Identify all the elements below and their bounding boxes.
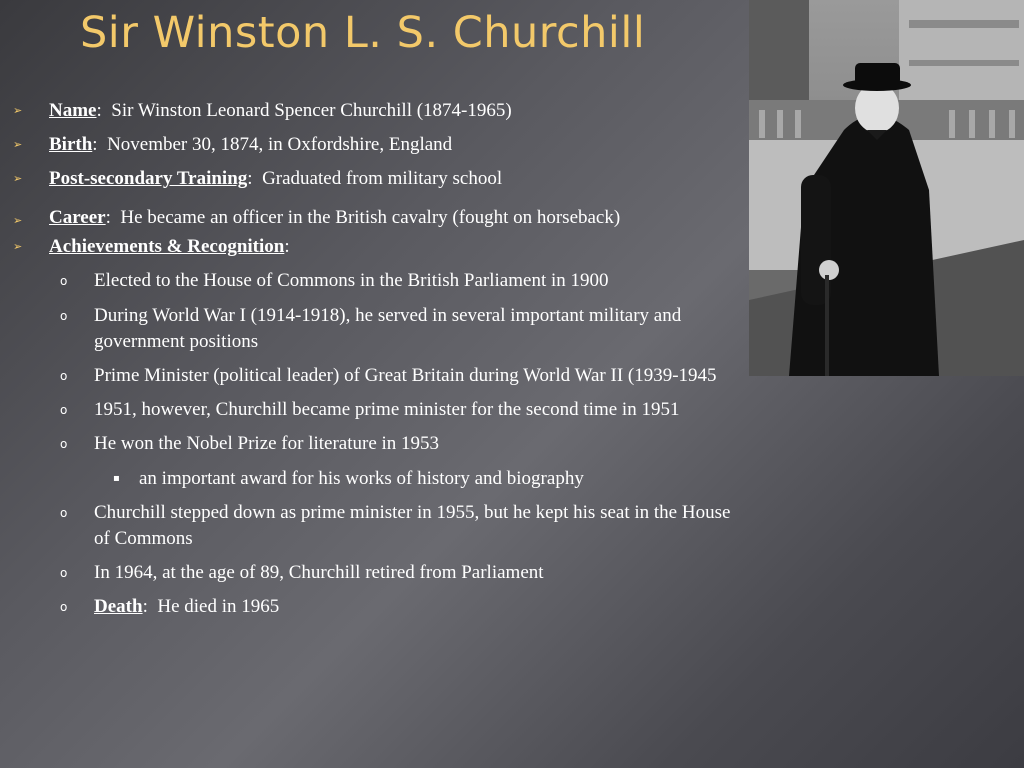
value-birth: November 30, 1874, in Oxfordshire, England: [97, 134, 453, 155]
value-career: He became an officer in the British cavalry (fought on horseback): [110, 207, 621, 228]
arrowhead-bullet-icon: ➢: [13, 104, 23, 117]
hollow-circle-bullet-icon: o: [60, 437, 68, 451]
churchill-portrait-image: [749, 0, 1024, 376]
hollow-circle-bullet-icon: o: [60, 506, 68, 520]
slide-title: Sir Winston L. S. Churchill: [80, 8, 646, 58]
label-training: Post-secondary Training: [49, 168, 248, 189]
bullet-birth: ➢ Birth: November 30, 1874, in Oxfordshire, England: [0, 132, 740, 158]
sub-item: o Churchill stepped down as prime minister in 1955, but he kept his seat in the House of Commons: [60, 502, 731, 549]
value-name: Sir Winston Leonard Spencer Churchill (1874-1965): [101, 100, 512, 121]
label-birth: Birth: [49, 134, 93, 155]
hollow-circle-bullet-icon: o: [60, 566, 68, 580]
sub-item: o He won the Nobel Prize for literature in 1953: [0, 431, 740, 457]
slide-content: [0, 98, 740, 620]
bullet-name: ➢ Name: Sir Winston Leonard Spencer Churchill (1874-1965): [0, 98, 740, 124]
hollow-circle-bullet-icon: o: [60, 403, 68, 417]
arrowhead-bullet-icon: ➢: [13, 138, 23, 151]
label-career: Career: [49, 207, 106, 228]
bullet-career: ➢ Career: He became an officer in the British cavalry (fought on horseback): [0, 202, 649, 234]
sub-sub-item: ▪ an important award for his works of history and biography: [0, 466, 740, 492]
hollow-circle-bullet-icon: o: [60, 600, 68, 614]
churchill-photo: [749, 0, 1024, 376]
arrowhead-bullet-icon: ➢: [13, 240, 23, 253]
sub-item: o During World War I (1914-1918), he served in several important military and government positions: [60, 305, 682, 352]
bullet-achievements: ➢ Achievements & Recognition:: [0, 234, 740, 260]
value-training: Graduated from military school: [252, 168, 503, 189]
arrowhead-bullet-icon: ➢: [13, 214, 23, 227]
hollow-circle-bullet-icon: o: [60, 309, 68, 323]
sub-item-death: o Death: He died in 1965: [0, 594, 740, 620]
label-name: Name: [49, 100, 97, 121]
sub-item: o In 1964, at the age of 89, Churchill retired from Parliament: [0, 560, 740, 586]
label-achievements: Achievements & Recognition: [49, 236, 285, 257]
label-death: Death: [94, 596, 143, 617]
sub-item: o Prime Minister (political leader) of Great Britain during World War II (1939-1945: [0, 363, 740, 389]
sub-item: o 1951, however, Churchill became prime minister for the second time in 1951: [0, 397, 740, 423]
hollow-circle-bullet-icon: o: [60, 369, 68, 383]
sub-item: o Elected to the House of Commons in the British Parliament in 1900: [0, 268, 740, 294]
value-death: He died in 1965: [147, 596, 280, 617]
arrowhead-bullet-icon: ➢: [13, 172, 23, 185]
square-bullet-icon: ▪: [113, 473, 120, 484]
hollow-circle-bullet-icon: o: [60, 274, 68, 288]
bullet-training: ➢ Post-secondary Training: Graduated from military school: [0, 166, 740, 192]
